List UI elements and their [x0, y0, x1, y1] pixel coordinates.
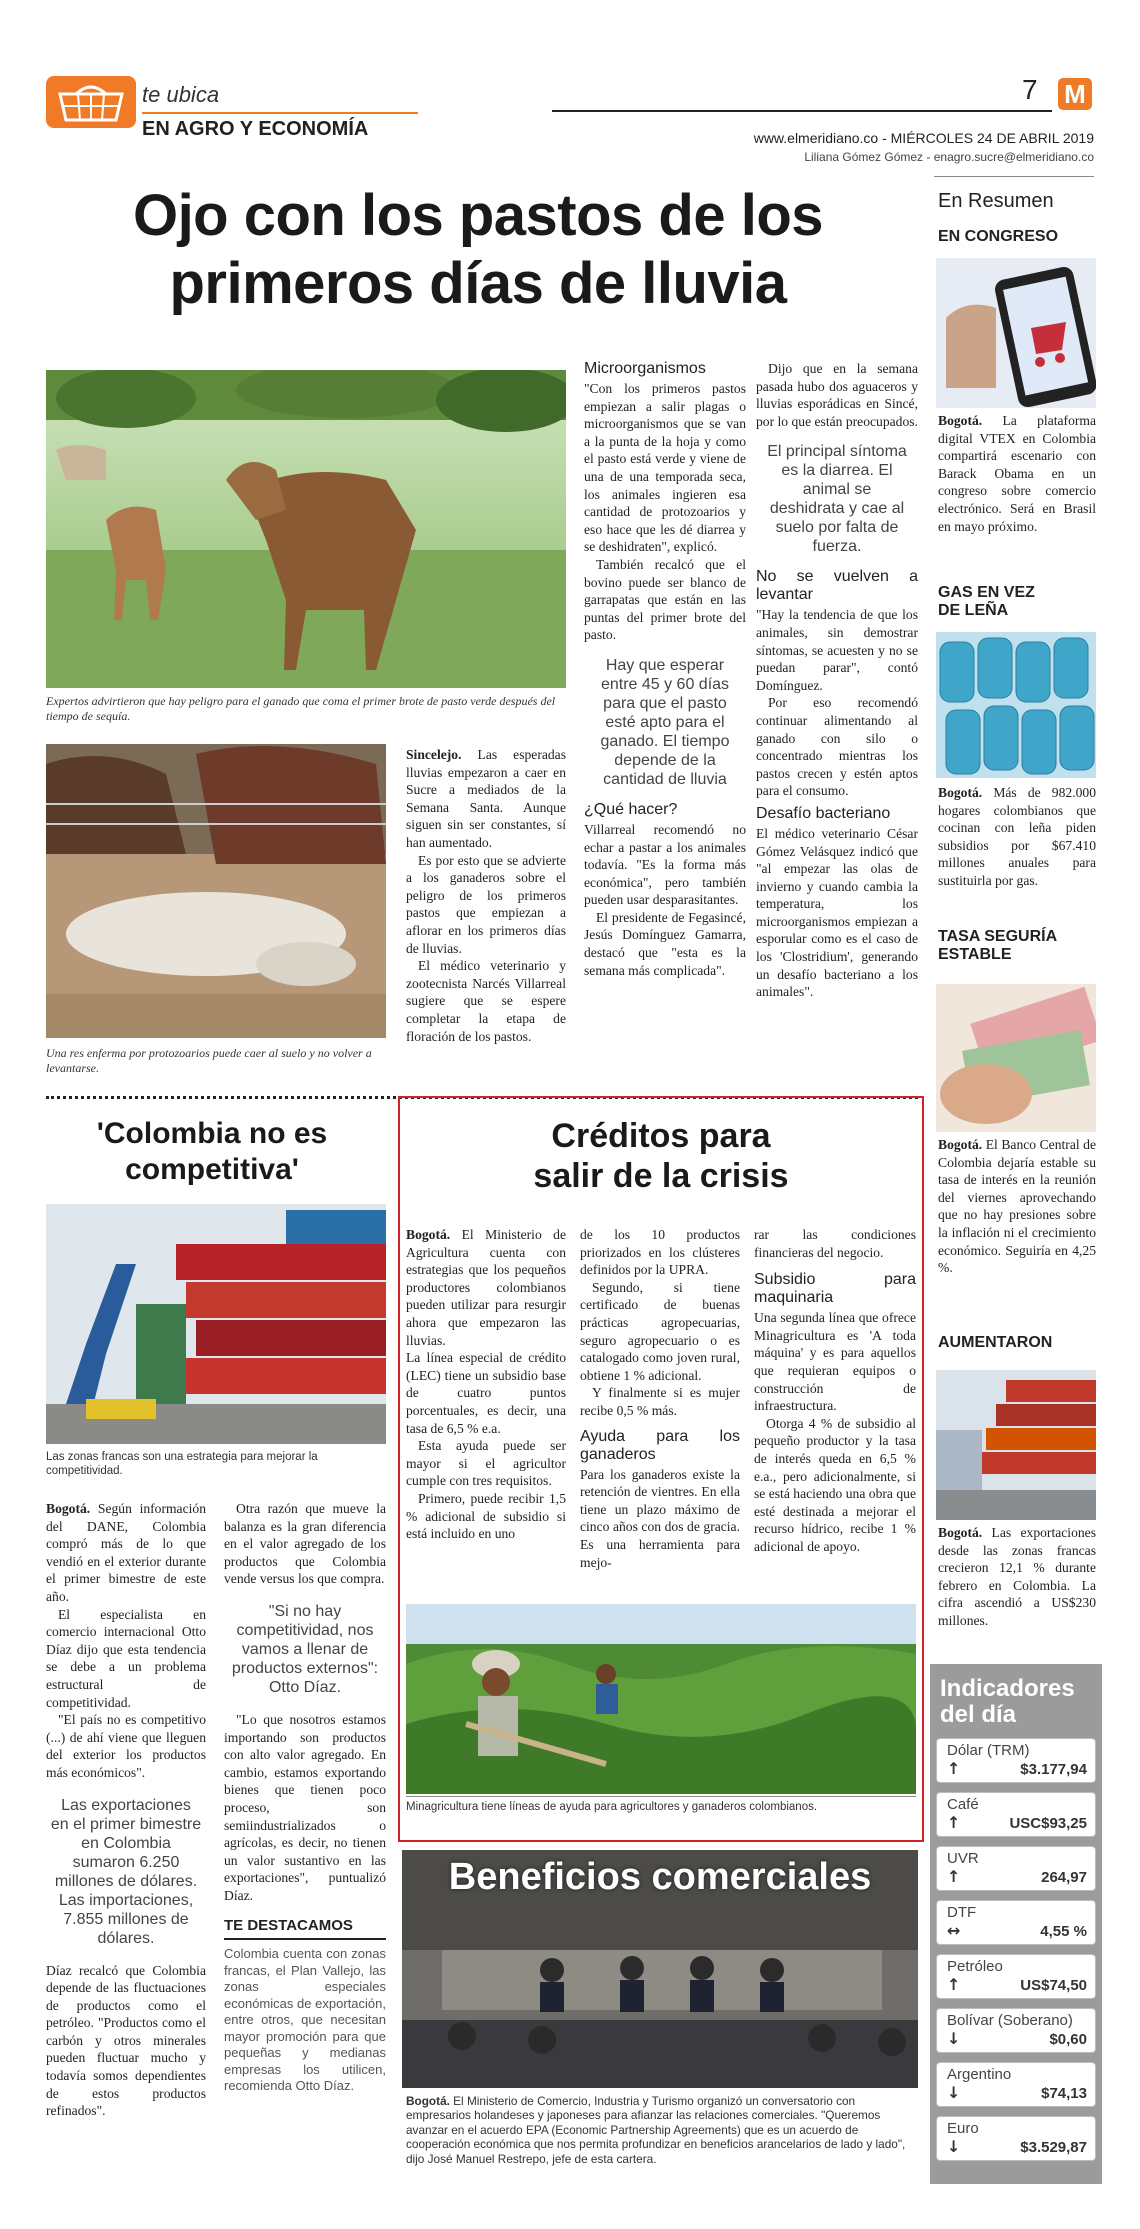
indicators-title: Indicadores del día — [940, 1675, 1075, 1728]
creditos-col3: rar las condiciones financieras del negocio. Subsidio para maquinaria Una segunda línea que ofrece Minagricultura es 'A toda máquina' y es para aquellos que requieran equipos o construcción de infraestructura. Otorga 4 % de subsidio al pequeño productor y la tasa de interés queda en 6,5 % e.a., pero adicionalmente, si se está haciendo una obra que esté destinada a mejorar el recurso hídrico, recibe 1 % adicional de apoyo. — [754, 1227, 916, 1554]
section-rule — [142, 112, 418, 114]
sidebar-item-text: Bogotá. El Banco Central de Colombia dejaría estable su tasa de interés en la reunión del viernes aprovechando que no hay presiones sobre la inflación ni el crecimiento económico. Seguiría en 4,25 %. — [938, 1137, 1096, 1276]
pull-quote-sintoma: El principal síntoma es la diarrea. El animal se deshidrata y cae al suelo por falta de fuerza. — [767, 443, 907, 556]
basket-logo-icon — [46, 76, 136, 128]
main-col1: Sincelejo. Las esperadas lluvias empezaron a caer en Sucre a mediados de la Semana Santa. Aunque siguen sin ser constantes, sí han aumentado. Es por esto que se advierte a los ganaderos sobre el peligro de los primeros pastos que empiezan a aflorar en los primeros días de lluvias. El médico veterinario y zootecnista Narcés Villarreal sugiere que se espere completar la etapa de floración de los pastos. — [406, 747, 566, 1044]
indicator-dtf: DTF ↔ 4,55 % — [936, 1900, 1096, 1945]
te-destacamos-text: Colombia cuenta con zonas francas, el Plan Vallejo, las zonas especiales económicas de exportación, entre otros, que necesitan mayor promoción para que pequeñas y medianas empresas los utilicen, recomienda Otto Díaz. — [224, 1946, 386, 2094]
pull-quote-exportaciones: Las exportaciones en el primer bimestre en Colombia sumaron 6.250 millones de dólares. Las importaciones, 7.855 millones de dólares. — [50, 1796, 202, 1947]
indicator-dolar: Dólar (TRM) ↑ $3.177,94 — [936, 1738, 1096, 1783]
containers-caption: Las zonas francas son una estrategia para mejorar la competitividad. — [46, 1451, 318, 1477]
up-arrow-icon: ↑ — [947, 1867, 961, 1886]
sidebar-item-head: TASA SEGURÍA ESTABLE — [938, 928, 1057, 963]
subhead-maquinaria: Subsidio para maquinaria — [754, 1271, 916, 1307]
sidebar-item-head: EN CONGRESO — [938, 228, 1059, 245]
indicator-bolivar: Bolívar (Soberano) ↓ $0,60 — [936, 2008, 1096, 2053]
money-photo — [936, 984, 1096, 1132]
sick-cow-photo — [46, 744, 386, 1038]
up-arrow-icon: ↑ — [947, 1759, 961, 1778]
sidebar-item-text: Bogotá. Las exportaciones desde las zonas francas crecieron 12,1 % durante febrero en Colombia. La cifra ascendió a US$230 millones. — [938, 1525, 1096, 1628]
sidebar-top-rule — [934, 176, 1094, 177]
up-arrow-icon: ↑ — [947, 1975, 961, 1994]
te-destacamos-box — [224, 1917, 386, 2095]
meridiano-logo-icon: M — [1058, 78, 1092, 110]
subhead-no-levantar: No se vuelven a levantar — [756, 568, 918, 604]
section-name: EN AGRO Y ECONOMÍA — [142, 118, 369, 140]
creditos-col2: de los 10 productos priorizados en los clústeres definidos por la UPRA. Segundo, si tiene certificado de buenas prácticas agropecuarias, seguro agropecuario o es catalogado como joven rural, obtiene 1 % adicional. Y finalmente si es mujer recibe 0,5 % más. Ayuda para los ganaderos Para los ganaderos existe la retención de vientres. En ella tiene un plazo máximo de cinco años con dos de gracia. Es una herramienta para mejo- — [580, 1227, 740, 1570]
beneficios-headline: Beneficios comerciales — [448, 1856, 872, 1898]
port-containers-photo — [936, 1370, 1096, 1520]
main-col2: Microorganismos "Con los primeros pastos empiezan a salir plagas o microorganismos que se van a la punta de la hoja y como el pasto está verde y viene de una de una temporada seca, los animales ingieren esa cantidad de protozoarios y eso hace que les dé diarrea y se deshidraten", explicó. También recalcó que el bovino puede ser blanco de garrapatas que están en las puntas del primer brote del pasto. Hay que esperar entre 45 y 60 días para que el pasto esté apto para el ganado. El tiempo depende de la cantidad de lluvia ¿Qué hacer? Villarreal recomendó no echar a pastar a los animales todavía. "Es la forma más económica", pero también pueden usar desparasitantes. El presidente de Fegasincé, Jesús Domínguez Gamarra, destacó que "esta es la semana más complicada". — [584, 360, 746, 978]
pull-quote-competitividad: "Si no hay competitividad, nos vamos a llenar de productos externos": Otto Díaz. — [231, 1602, 379, 1696]
farmer-caption-rule — [406, 1796, 916, 1797]
farmer-crops-photo — [406, 1604, 916, 1794]
te-destacamos-title: TE DESTACAMOS — [224, 1917, 386, 1941]
sidebar-title: En Resumen — [938, 190, 1054, 212]
subhead-que-hacer: ¿Qué hacer? — [584, 800, 678, 818]
down-arrow-icon: ↓ — [947, 2083, 961, 2102]
sidebar-item-head: GAS EN VEZ DE LEÑA — [938, 584, 1035, 619]
top-rule — [552, 110, 1052, 112]
sidebar-item-text: Bogotá. La plataforma digital VTEX en Colombia compartirá escenario con Barack Obama en un congreso sobre comercio electrónico. Será en Brasil en mayo próximo. — [938, 413, 1096, 534]
farmer-caption: Minagricultura tiene líneas de ayuda para agricultores y ganaderos colombianos. — [406, 1801, 818, 1813]
author-line: Liliana Gómez Gómez - enagro.sucre@elmeridiano.co — [804, 150, 1094, 164]
indicator-euro: Euro ↓ $3.529,87 — [936, 2116, 1096, 2161]
gas-cylinders-photo — [936, 632, 1096, 778]
indicator-petroleo: Petróleo ↑ US$74,50 — [936, 1954, 1096, 1999]
indicator-argentino: Argentino ↓ $74,13 — [936, 2062, 1096, 2107]
down-arrow-icon: ↓ — [947, 2137, 961, 2156]
up-arrow-icon: ↑ — [947, 1813, 961, 1832]
subhead-ayuda-ganaderos: Ayuda para los ganaderos — [580, 1427, 740, 1463]
subhead-microorganismos: Microorganismos — [584, 360, 706, 377]
pull-quote-espera: Hay que esperar entre 45 y 60 días para que el pasto esté apto para el ganado. El tiempo depende de la cantidad de lluvia — [600, 656, 730, 788]
colombia-col1: Bogotá. Según información del DANE, Colombia compró más de lo que vendió en el exterior durante el primer bimestre de este año. El especialista en comercio internacional Otto Díaz dijo que esta tendencia se debe a un problema estructural de competitividad. "El país no es competitivo (...) de ahí viene que lleguen del exterior los productos más económicos". Las exportaciones en el primer bimestre en Colombia sumaron 6.250 millones de dólares. Las importaciones, 7.855 millones de dólares. Díaz recalcó que Colombia depende de las fluctuaciones de productos como el petróleo. "Productos como el carbón y otros minerales pueden fluctuar mucho y todavía somos dependientes de estos productos refinados". — [46, 1501, 206, 2119]
phone-shopping-photo — [936, 258, 1096, 408]
subhead-desafio: Desafío bacteriano — [756, 804, 891, 822]
photo1-caption: Expertos advirtieron que hay peligro para el ganado que coma el primer brote de pasto verde después del tiempo de sequía. — [46, 694, 556, 723]
creditos-col1: Bogotá. El Ministerio de Agricultura cuenta con estrategias que los pequeños productores colombianos pueden utilizar para resurgir ahora que empezaron las lluvias. La línea especial de crédito (LEC) tiene un subsidio base de cuatro puntos porcentuales, es decir, una tasa de 6,5 % e.a. Esta ayuda puede ser mayor si el agricultor cumple con tres requisitos. Primero, puede recibir 1,5 % adicional de subsidio si está incluido en uno — [406, 1227, 566, 1542]
sidebar-item-head: AUMENTARON — [938, 1334, 1053, 1351]
photo2-caption: Una res enferma por protozoarios puede caer al suelo y no volver a levantarse. — [46, 1046, 372, 1075]
beneficios-text: Bogotá. El Ministerio de Comercio, Industria y Turismo organizó un conversatorio con empresarios holandeses y japoneses para afianzar las relaciones comerciales. "Queremos avanzar en el acuerdo EPA (Economic Partnership Agreements) que es un acuerdo de cooperación económica que nos permita profundizar en beneficios arancelarios de lado y lado", dijo José Manuel Restrepo, jefe de esta cartera. — [406, 2094, 906, 2166]
sidebar-item-text: Bogotá. Más de 982.000 hogares colombianos que cocinan con leña piden subsidios por $67.410 millones anuales para sustituirla por gas. — [938, 785, 1096, 888]
date-line: www.elmeridiano.co - MIÉRCOLES 24 DE ABRIL 2019 — [753, 130, 1094, 146]
down-arrow-icon: ↓ — [947, 2029, 961, 2048]
cattle-field-photo — [46, 370, 566, 688]
creditos-headline: Créditos para salir de la crisis — [533, 1117, 789, 1195]
indicator-uvr: UVR ↑ 264,97 — [936, 1846, 1096, 1891]
main-headline: Ojo con los pastos de los primeros días de lluvia — [132, 183, 824, 316]
section-kicker: te ubica — [142, 82, 220, 107]
page-number: 7 — [1022, 74, 1038, 105]
containers-photo — [46, 1204, 386, 1444]
main-col3: Dijo que en la semana pasada hubo dos aguaceros y lluvias esporádicas en Sincé, por lo que están preocupados. El principal síntoma es la diarrea. El animal se deshidrata y cae al suelo por falta de fuerza. No se vuelven a levantar "Hay la tendencia de que los animales, sin demostrar síntomas, se acuesten y no se puedan parar", contó Domínguez. Por eso recomendó continuar alimentando al ganado con silo o concentrado mientras los pastos crecen y estén aptos para el consumo. Desafío bacteriano El médico veterinario César Gómez Velásquez indicó que "al empezar las olas de invierno y cuando cambia la temperatura, los microorganismos empiezan a esporular como es el caso de los 'Clostridium', generando un desafío bacteriano a los animales". — [756, 361, 918, 1000]
left-right-arrow-icon: ↔ — [947, 1921, 961, 1940]
indicator-cafe: Café ↑ USC$93,25 — [936, 1792, 1096, 1837]
colombia-headline: 'Colombia no es competitiva' — [96, 1117, 328, 1186]
colombia-col2: Otra razón que mueve la balanza es la gran diferencia en el valor agregado de los productos que Colombia vende versus los que compra. "Si no hay competitividad, nos vamos a llenar de productos externos": Otto Díaz. "Lo que nosotros estamos importando son productos con alto valor agregado. En cambio, estamos exportando bienes que tienen poco proceso, son semiindustrializados o agrícolas, es decir, no tienen un valor sustantivo en las exportaciones", puntualizó Díaz. TE DESTACAMOS Colombia cuenta con zonas francas, el Plan Vallejo, las zonas especiales económicas de exportación, entre otros, que necesitan mayor promoción para que pequeñas y medianas empresas los utilicen, recomienda Otto Díaz. — [224, 1501, 386, 2094]
